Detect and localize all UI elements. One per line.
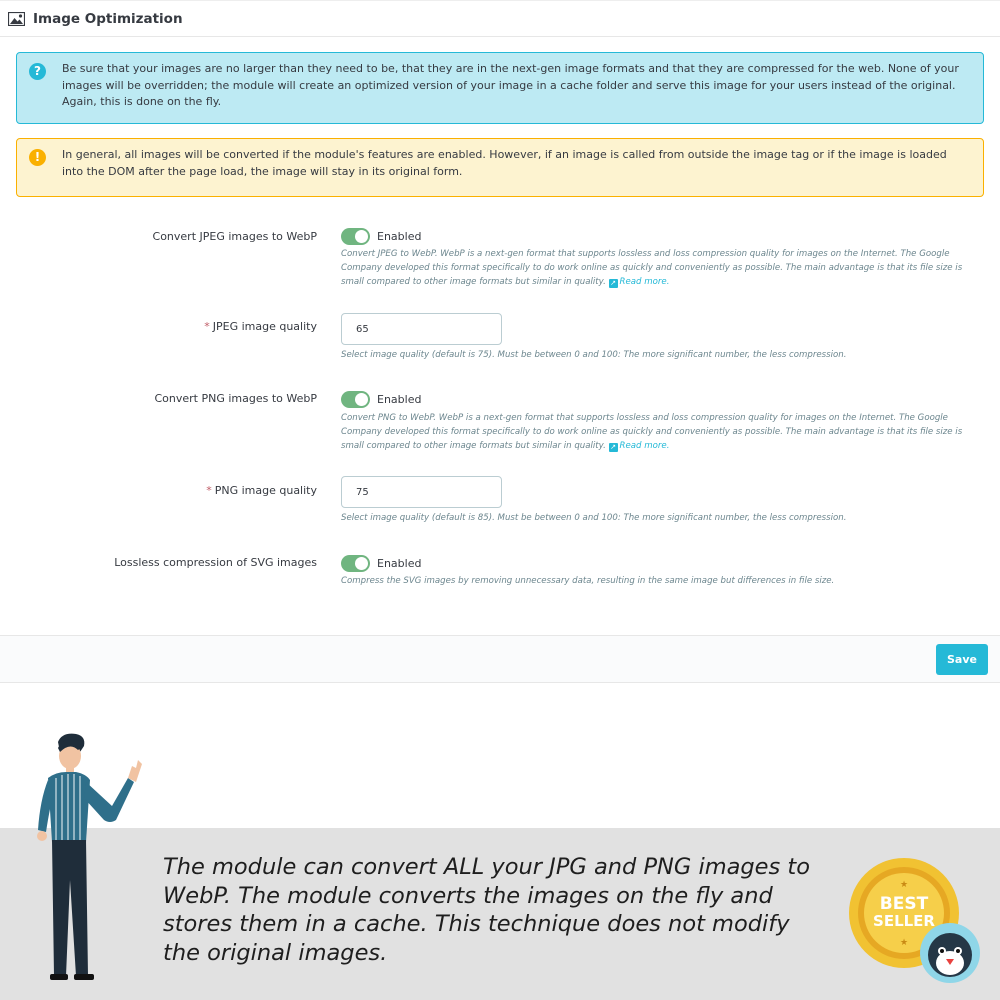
svg-lossless-help: Compress the SVG images by removing unnecessary data, resulting in the same image but differences in file size.: [341, 576, 835, 586]
exclamation-circle-icon: !: [29, 149, 46, 166]
png-quality-input[interactable]: 75: [341, 476, 502, 508]
png-quality-help: Select image quality (default is 85). Must be between 0 and 100: The more significant number, the less compression.: [341, 513, 847, 523]
promo-text: The module can convert ALL your JPG and PNG images to WebP. The module converts the images on the fly and stores them in a cache. This technique does not modify the original images.: [163, 854, 810, 966]
png-convert-help: [341, 412, 986, 453]
svg-text:★: ★: [899, 880, 909, 890]
required-mark: *: [204, 320, 210, 333]
jpeg-convert-help-text: Convert JPEG to WebP. WebP is a next-gen format that supports lossless and loss compression quality for images on the Internet. The Google Company developed this format specifically to do work online as quickly and conveniently as possible. The main advantage is that its file size is small compared to other image formats but similar in quality.: [341, 249, 963, 287]
question-circle-icon: ?: [29, 63, 46, 80]
toggle-knob: [355, 557, 368, 570]
jpeg-convert-label: Convert JPEG images to WebP: [152, 230, 317, 243]
svg-text:★: ★: [899, 938, 909, 948]
panel-header: [0, 0, 1000, 37]
best-seller-badge: [846, 855, 986, 985]
toggle-knob: [355, 230, 368, 243]
svg-lossless-toggle[interactable]: [341, 555, 370, 572]
png-convert-label: Convert PNG images to WebP: [154, 392, 317, 405]
toggle-knob: [355, 393, 368, 406]
panel-title: Image Optimization: [33, 10, 183, 27]
external-link-icon: ↗: [610, 278, 616, 287]
jpeg-quality-label: [204, 320, 317, 333]
jpeg-quality-help: Select image quality (default is 75). Must be between 0 and 100: The more significant number, the less compression.: [341, 350, 847, 360]
info-alert-text: Be sure that your images are no larger than they need to be, that they are in the next-gen image formats and that they are compressed for the web. None of your images will be overridden; the module will create an optimized version of your image in a cache folder and serve this image for your users instead of the original. Again, this is done on the fly.: [62, 62, 959, 108]
jpeg-convert-toggle[interactable]: [341, 228, 370, 245]
jpeg-read-more-link[interactable]: Read more.: [619, 276, 670, 287]
badge-line2: SELLER: [873, 912, 935, 930]
required-mark: *: [206, 484, 212, 497]
png-read-more-link[interactable]: Read more.: [619, 440, 670, 451]
svg-lossless-label: Lossless compression of SVG images: [114, 556, 317, 569]
panel-footer: [0, 636, 1000, 683]
png-convert-status: Enabled: [377, 393, 422, 406]
png-quality-label-text: PNG image quality: [214, 484, 317, 497]
png-quality-label: [206, 484, 317, 497]
save-button[interactable]: Save: [936, 644, 988, 675]
jpeg-convert-status: Enabled: [377, 230, 422, 243]
image-icon: [8, 12, 25, 26]
warning-alert: [16, 138, 984, 197]
external-link-icon: ↗: [610, 442, 616, 451]
png-convert-toggle[interactable]: [341, 391, 370, 408]
person-illustration: [20, 730, 150, 985]
svg-lossless-status: Enabled: [377, 557, 422, 570]
warning-alert-text: In general, all images will be converted if the module's features are enabled. However, if an image is called from outside the image tag or if the image is loaded into the DOM after the page load, the image will stay in its original form.: [62, 148, 947, 178]
jpeg-quality-label-text: JPEG image quality: [212, 320, 317, 333]
jpeg-quality-input[interactable]: 65: [341, 313, 502, 345]
info-alert: [16, 52, 984, 124]
png-convert-help-text: Convert PNG to WebP. WebP is a next-gen format that supports lossless and loss compression quality for images on the Internet. The Google Company developed this format specifically to do work online as quickly and conveniently as possible. The main advantage is that its file size is small compared to other image formats but similar in quality.: [341, 413, 963, 451]
badge-line1: BEST: [879, 894, 929, 914]
jpeg-convert-help: [341, 248, 986, 289]
